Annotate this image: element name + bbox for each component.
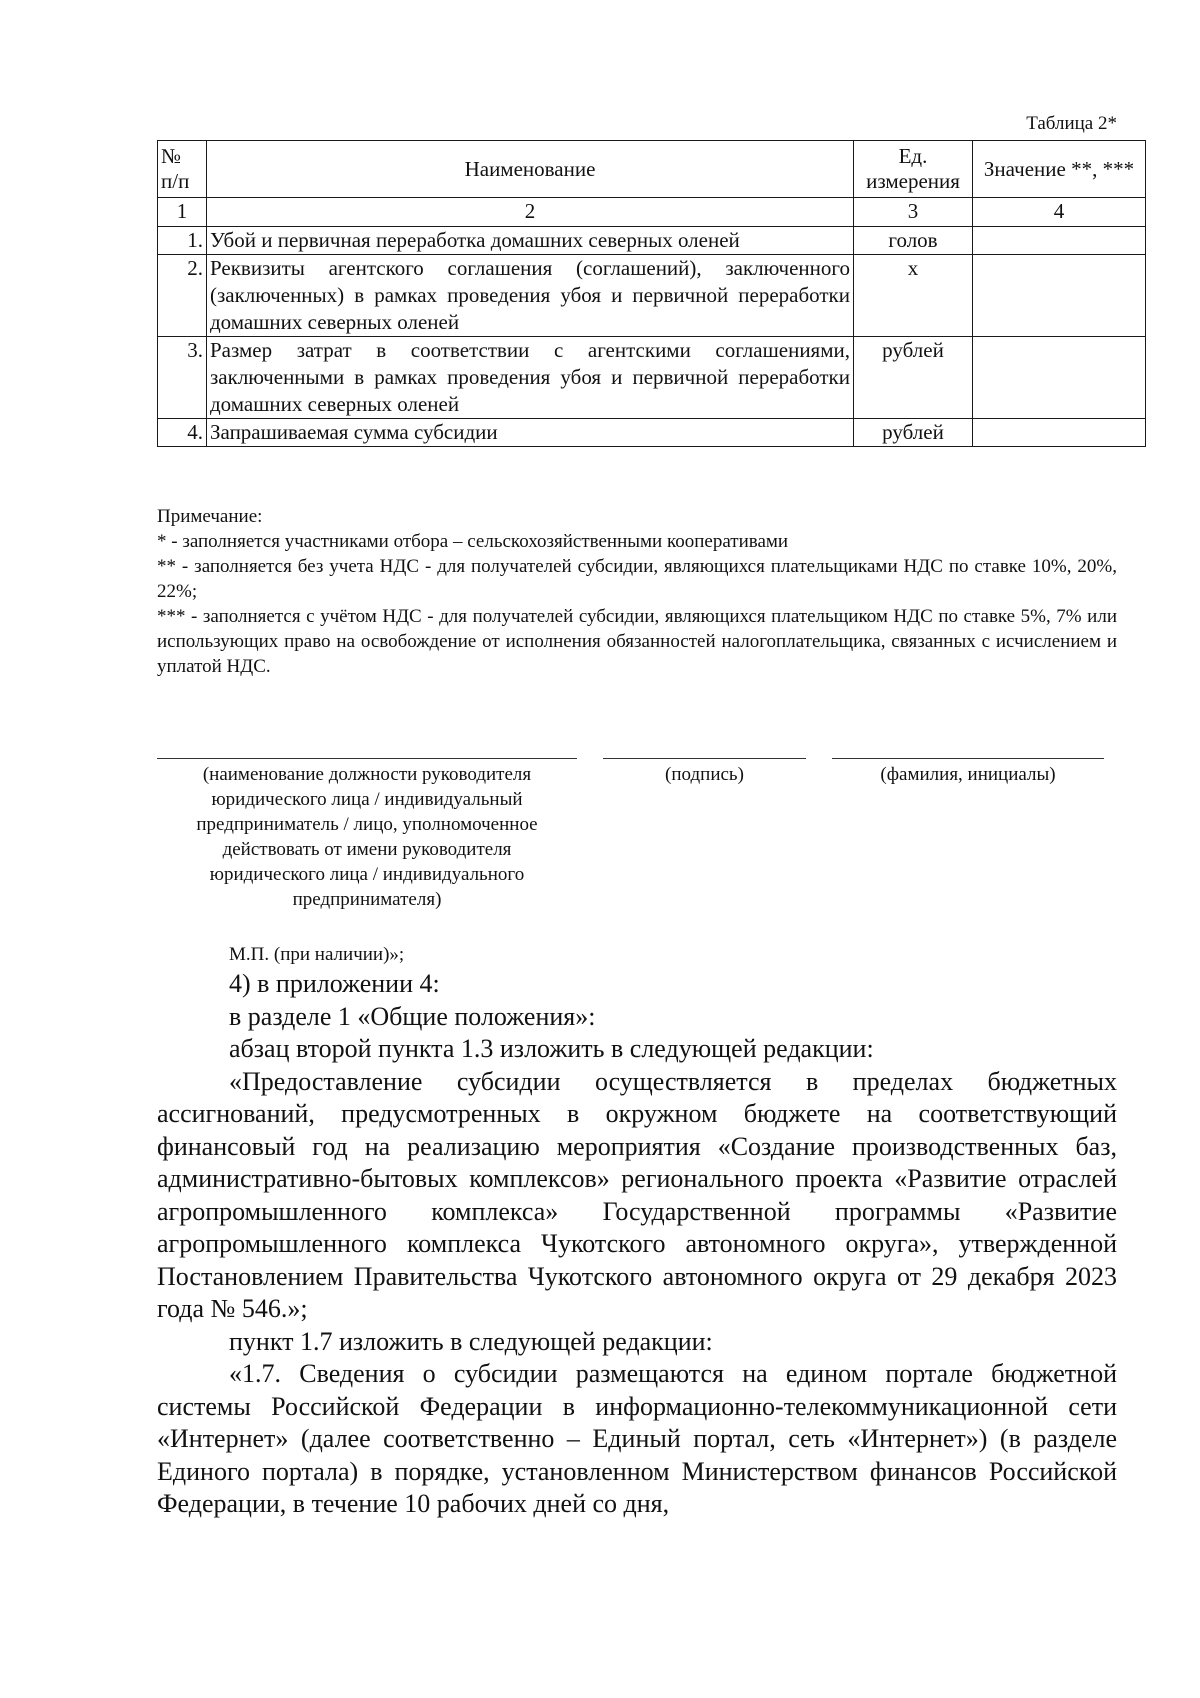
- notes-title: Примечание:: [157, 506, 263, 527]
- row-num: 2.: [158, 255, 207, 337]
- paragraph: в разделе 1 «Общие положения»:: [229, 1001, 596, 1031]
- column-number: 1: [158, 198, 207, 227]
- paragraph: абзац второй пункта 1.3 изложить в следующей редакции:: [229, 1034, 874, 1063]
- row-value: [973, 419, 1146, 447]
- position-caption-line: юридического лица / индивидуального: [209, 864, 525, 885]
- stamp-note: М.П. (при наличии)»;: [229, 944, 405, 965]
- table-header-row: [158, 141, 1146, 198]
- column-number: 4: [973, 198, 1146, 227]
- table-row: [158, 227, 1146, 255]
- table-row: [158, 419, 1146, 447]
- table-row: [158, 255, 1146, 337]
- name-signature-line: [832, 758, 1104, 759]
- column-number: 2: [207, 198, 854, 227]
- position-caption-line: юридического лица / индивидуальный: [211, 789, 523, 810]
- subsidy-table: [157, 140, 1146, 447]
- column-number: 3: [854, 198, 973, 227]
- paragraph: «1.7. Сведения о субсидии размещаются на едином портале бюджетной системы Российской Федерации в информационно-телекоммуникационной сети «Интернет» (далее соответственно – Единый портал, сеть «Интернет») (в разделе Единого портала) в порядке, установленном Министерством финансов Российской Федерации, в течение 10 рабочих дней со дня,: [157, 1359, 1117, 1518]
- column-numbers-row: [158, 198, 1146, 227]
- position-signature-line: [157, 758, 577, 759]
- body-text: [157, 968, 1117, 1521]
- row-name: Убой и первичная переработка домашних северных оленей: [207, 227, 854, 255]
- position-caption-line: (наименование должности руководителя: [202, 764, 532, 785]
- row-num: 1.: [158, 227, 207, 255]
- row-unit: голов: [854, 227, 973, 255]
- position-caption-line: действовать от имени руководителя: [222, 839, 512, 860]
- signature-caption: (подпись): [665, 764, 744, 785]
- row-value: [973, 227, 1146, 255]
- note-item: *** - заполняется с учётом НДС - для получателей субсидии, являющихся плательщиком НДС по ставке 5%, 7% или использующих право на освобождение от исполнения обязанностей налогоплательщика, связанных с исчислением и уплатой НДС.: [157, 606, 1117, 677]
- row-value: [973, 337, 1146, 419]
- row-num: 4.: [158, 419, 207, 447]
- paragraph: 4) в приложении 4:: [229, 969, 440, 998]
- note-item: ** - заполняется без учета НДС - для получателей субсидии, являющихся плательщиками НДС по ставке 10%, 20%, 22%;: [157, 556, 1117, 602]
- notes-block: [157, 504, 1117, 679]
- row-name: Реквизиты агентского соглашения (соглашений), заключенного (заключенных) в рамках проведения убоя и первичной переработки домашних северных оленей: [207, 255, 854, 337]
- name-caption: (фамилия, инициалы): [880, 764, 1056, 785]
- row-name: Размер затрат в соответствии с агентскими соглашениями, заключенными в рамках проведения убоя и первичной переработки домашних северных оленей: [207, 337, 854, 419]
- row-unit: рублей: [854, 337, 973, 419]
- row-name: Запрашиваемая сумма субсидии: [207, 419, 854, 447]
- table-caption: Таблица 2*: [1026, 113, 1117, 134]
- header-num: № п/п: [158, 141, 207, 198]
- row-unit: рублей: [854, 419, 973, 447]
- position-caption-line: предпринимателя): [292, 889, 442, 910]
- row-unit: х: [854, 255, 973, 337]
- note-item: * - заполняется участниками отбора – сельскохозяйственными кооперативами: [157, 531, 789, 552]
- signature-line: [603, 758, 806, 759]
- header-name: Наименование: [207, 141, 854, 198]
- header-value: Значение **, ***: [973, 141, 1146, 198]
- row-num: 3.: [158, 337, 207, 419]
- paragraph: пункт 1.7 изложить в следующей редакции:: [229, 1326, 713, 1356]
- paragraph: «Предоставление субсидии осуществляется в пределах бюджетных ассигнований, предусмотренных в окружном бюджете на соответствующий финансовый год на реализацию мероприятия «Создание производственных баз, административно-бытовых комплексов» регионального проекта «Развитие отраслей агропромышленного комплекса» Государственной программы «Развитие агропромышленного комплекса Чукотского автономного округа», утвержденной Постановлением Правительства Чукотского автономного округа от 29 декабря 2023 года № 546.»;: [157, 1066, 1117, 1323]
- position-caption-line: предприниматель / лицо, уполномоченное: [196, 814, 538, 835]
- table-row: [158, 337, 1146, 419]
- header-unit: Ед. измерения: [854, 141, 973, 198]
- row-value: [973, 255, 1146, 337]
- position-caption: [157, 762, 577, 912]
